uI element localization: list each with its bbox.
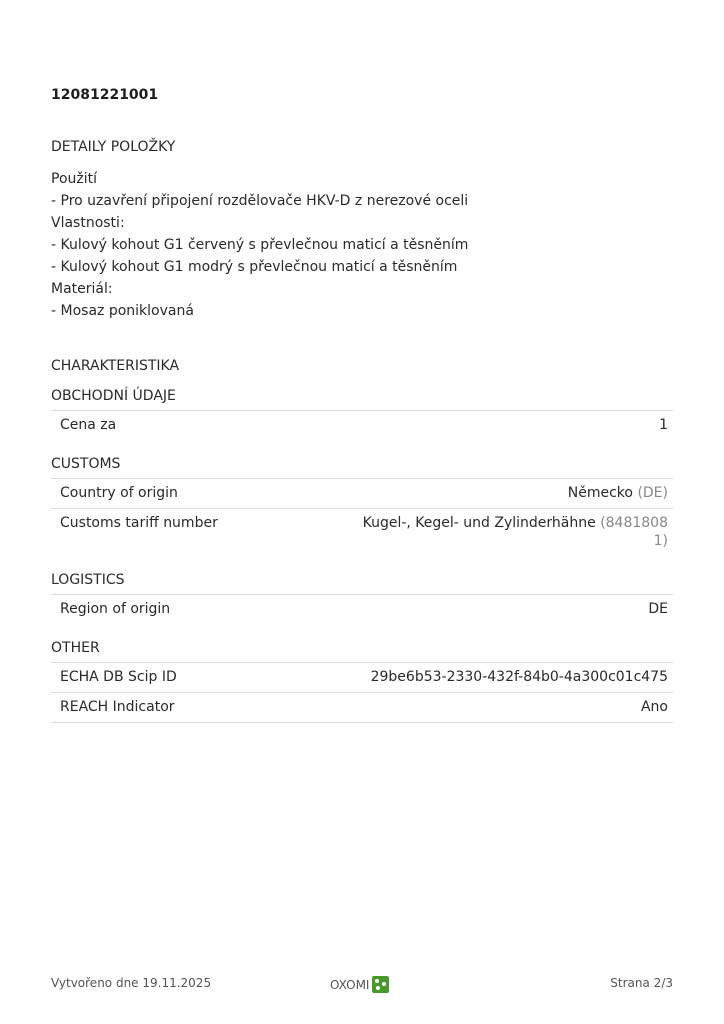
characteristics-sections [51, 386, 673, 723]
table-row [51, 692, 673, 723]
row-label: Cena za [60, 417, 117, 433]
details-title: DETAILY POLOŽKY [51, 139, 176, 155]
row-value: 29be6b53-2330-432f-84b0-4a300c01c475 [370, 669, 668, 685]
row-label: REACH Indicator [60, 699, 175, 715]
details-line: - Pro uzavření připojení rozdělovače HKV-D z nerezové oceli [51, 193, 469, 209]
table-row [51, 508, 673, 556]
brand-name: OXOMI [330, 977, 370, 992]
details-line: Materiál: [51, 281, 113, 297]
details-line: - Mosaz poniklovaná [51, 303, 194, 319]
row-value: Kugel-, Kegel- und Zylinderhähne (84818081) [362, 515, 668, 549]
section-heading: OBCHODNÍ ÚDAJE [51, 388, 176, 404]
characteristics-title: CHARAKTERISTIKA [51, 358, 180, 374]
section-logistics [51, 570, 673, 624]
table-row [51, 410, 673, 440]
row-label: Country of origin [60, 485, 178, 501]
section-heading: LOGISTICS [51, 572, 125, 588]
row-value-note: (DE) [637, 485, 668, 501]
section-heading: OTHER [51, 640, 100, 656]
row-value-note: (84818081) [600, 515, 668, 549]
section-commercial [51, 386, 673, 440]
details-line: - Kulový kohout G1 červený s převlečnou maticí a těsněním [51, 237, 469, 253]
details-body [51, 168, 468, 322]
created-date: Vytvořeno dne 19.11.2025 [51, 976, 212, 990]
row-label: ECHA DB Scip ID [60, 669, 177, 685]
details-line: Použití [51, 171, 97, 187]
row-label: Region of origin [60, 601, 171, 617]
page-number: Strana 2/3 [610, 976, 673, 990]
row-value: Ano [640, 699, 668, 715]
table-row [51, 594, 673, 624]
article-number: 12081221001 [51, 87, 159, 103]
brand [330, 976, 389, 993]
details-line: Vlastnosti: [51, 215, 125, 231]
row-value: DE [648, 601, 668, 617]
section-customs [51, 454, 673, 556]
section-other [51, 638, 673, 723]
oxomi-logo-icon [372, 976, 389, 993]
row-value: 1 [659, 417, 668, 433]
row-value: Německo (DE) [567, 485, 668, 501]
row-label: Customs tariff number [60, 515, 218, 531]
section-heading: CUSTOMS [51, 456, 121, 472]
table-row [51, 478, 673, 508]
details-line: - Kulový kohout G1 modrý s převlečnou maticí a těsněním [51, 259, 458, 275]
table-row [51, 662, 673, 692]
